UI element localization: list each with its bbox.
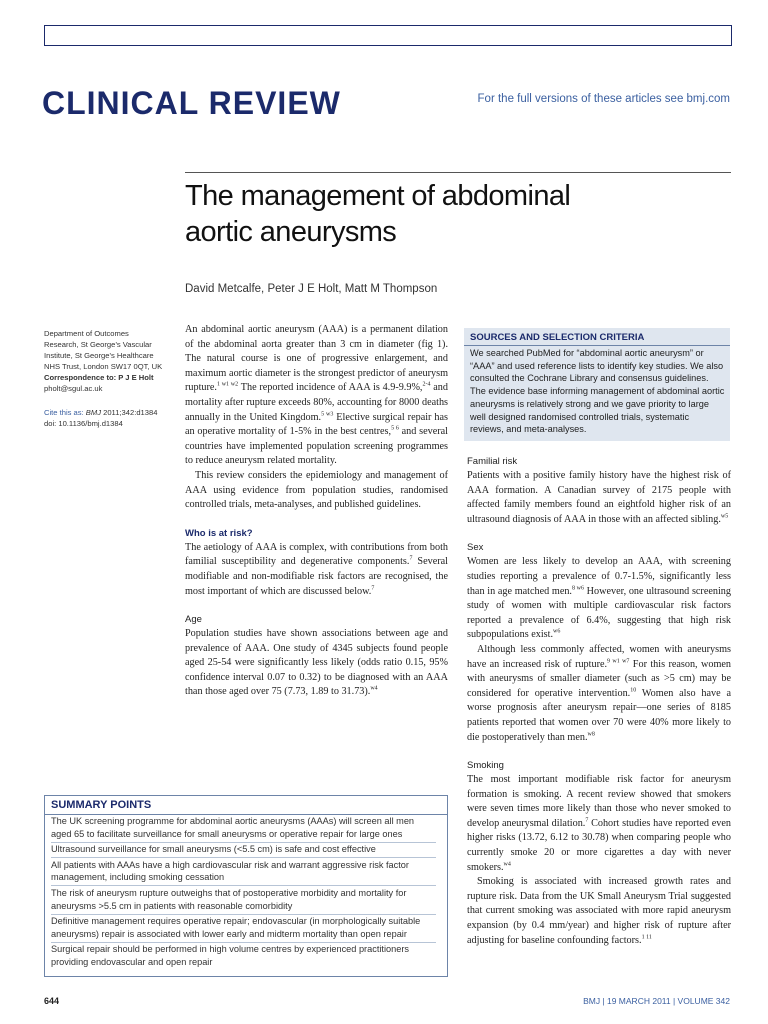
affiliation — [44, 328, 172, 394]
body-column-1 — [185, 323, 448, 700]
issue-info: BMJ | 19 MARCH 2011 | VOLUME 342 — [583, 996, 730, 1006]
cite-journal: BMJ — [85, 408, 101, 417]
criteria-divider — [464, 345, 730, 346]
heading-who-at-risk: Who is at risk? — [185, 527, 253, 539]
title-line-1: The management of abdominal — [185, 180, 571, 212]
sex-paragraph: Women are less likely to develop an AAA, with screening studies reporting a prevalence of 0.7-1.5%, significantly less than in age matched men.$^{8 w6}$ However, one ultrasound screening study of women with multiple cardiovascular risk factors reported a prevalence of 6.4%, suggesting that high risk subpopulations exist.$^{w6}$ — [467, 556, 731, 641]
summary-heading: SUMMARY POINTS — [51, 799, 152, 811]
cite-ref: 2011;342:d1384 — [103, 408, 158, 417]
sex-paragraph-2: Although less commonly affected, women with aneurysms have an increased risk of rupture.$^{9 w1 w7}$ For this reason, women with aneurysms of smaller diameter (such as >5 cm) may be considered for operative intervention.$^{10}$ Women also have a worse prognosis after aneurysm repair—one series of 8185 patients reported that women over 70 were 40% more likely to die postoperatively than men.$^{w8}$ — [467, 643, 731, 743]
intro-paragraph-2: This review considers the epidemiology and management of AAA using evidence from population studies, randomised controlled trials, meta-analyses, and published guidelines. — [185, 469, 448, 511]
article-title — [185, 178, 705, 250]
full-versions-link[interactable]: For the full versions of these articles see bmj.com — [477, 93, 730, 105]
body-column-2 — [467, 455, 731, 948]
summary-item: Surgical repair should be performed in high volume centres by experienced practitioners providing endovascular and open repair — [51, 944, 409, 967]
criteria-text: We searched PubMed for “abdominal aortic aneurysm” or “AAA” and used reference lists to identify key studies. We also consulted the Cochrane Library and consensus guidelines. The evidence base informing management of abdominal aortic aneurysms is relatively strong and we gave priority to large well designed randomised controlled trials, systematic reviews, and meta-analyses. — [470, 348, 725, 435]
summary-item: The UK screening programme for abdominal aortic aneurysms (AAAs) will screen all men aged 65 to facilitate surveillance for small aneurysms or operative repair for large ones — [51, 816, 415, 839]
heading-age: Age — [185, 614, 202, 626]
correspondence: Correspondence to: P J E Holt — [44, 373, 154, 382]
citation — [44, 407, 174, 429]
heading-smoking: Smoking — [467, 760, 504, 772]
affiliation-line: NHS Trust, London SW17 0QT, UK — [44, 362, 163, 371]
smoking-paragraph: The most important modifiable risk factor for aneurysm formation is smoking. A recent review showed that smokers were seven times more likely than those who never smoked to develop aneurysmal dilation.$^7$ Cohort studies have reported even higher risks (13.72, 6.12 to 30.78) when comparing people who currently smoke 20 or more cigarettes a day with never smokers.$^{w4}$ — [467, 774, 731, 873]
affiliation-line: Department of Outcomes — [44, 329, 129, 338]
summary-item: The risk of aneurysm rupture outweighs that of postoperative morbidity and mortality for aneurysms >5.5 cm in patients with reasonable comorbidity — [51, 887, 407, 911]
criteria-heading: SOURCES AND SELECTION CRITERIA — [470, 332, 645, 343]
affiliation-line: Institute, St George’s Healthcare — [44, 351, 154, 360]
authors: David Metcalfe, Peter J E Holt, Matt M Thompson — [185, 283, 438, 295]
summary-item: All patients with AAAs have a high cardiovascular risk and warrant aggressive risk factor management, including smoking cessation — [51, 859, 409, 883]
summary-item: Definitive management requires operative repair; endovascular (in morphologically suitable aneurysms) repair is associated with lower early and midterm mortality than open repair — [51, 916, 421, 939]
affiliation-line: Research, St George’s Vascular — [44, 340, 152, 349]
title-rule — [185, 172, 731, 173]
heading-sex: Sex — [467, 542, 484, 554]
who-paragraph: The aetiology of AAA is complex, with contributions from both familial susceptibility and degenerative components.$^7$ Several modifiable and non-modifiable risk factors are recognised, the most important of which are discussed below.$^7$ — [185, 541, 448, 597]
familial-paragraph: Patients with a positive family history have the highest risk of AAA formation. A Canadian survey of 2175 people with affected family members found an eightfold higher risk of an ultrasound diagnosis of AAA in those with an affected sibling.$^{w5}$ — [467, 470, 731, 525]
doi[interactable]: doi: 10.1136/bmj.d1384 — [44, 419, 123, 428]
sources-criteria-box — [464, 328, 730, 441]
summary-item: Ultrasound surveillance for small aneurysms (<5.5 cm) is safe and cost effective — [51, 844, 376, 855]
summary-points-box — [44, 795, 448, 977]
email-link[interactable]: pholt@sgul.ac.uk — [44, 384, 103, 393]
intro-paragraph: An abdominal aortic aneurysm (AAA) is a permanent dilation of the abdominal aorta greater than 3 cm in diameter (fig 1). The natural course is one of progressive enlargement, and maximum aortic diameter is the strongest predictor of aneurysm rupture.$^{1 w1 w2}$ The reported incidence of AAA is 4.9-9.9%,$^{2-4}$ and mortality after rupture exceeds 80%, accounting for 8000 deaths annually in the United Kingdom.$^{5 w3}$ Elective surgical repair has an operative mortality of 1-5% in the best centres,$^{5 6}$ and several countries have implemented population screening programmes to reduce aneurysm related mortality. — [185, 324, 449, 467]
summary-list — [51, 815, 436, 970]
age-paragraph: Population studies have shown associations between age and prevalence of AAA. One study of 4345 subjects found people aged 25-54 were significantly less likely (odds ratio 0.15, 95% confidence interval 0.07 to 0.32) to be diagnosed with an AAA than those aged over 75 (7.73, 1.89 to 31.73).$^{w4}$ — [185, 628, 448, 698]
header-frame — [44, 25, 732, 46]
page-number: 644 — [44, 996, 60, 1006]
smoking-paragraph-2: Smoking is associated with increased growth rates and rupture risk. Data from the UK Small Aneurysm Trial suggested that current smoking was associated with more rapid aneurysm expansion (by 0.4 mm/year) and higher risk of rupture after adjusting for baseline confounding factors.$^{1 11}$ — [467, 876, 731, 946]
heading-familial-risk: Familial risk — [467, 456, 518, 467]
title-line-2: aortic aneurysms — [185, 216, 397, 248]
cite-label: Cite this as: — [44, 408, 84, 417]
section-title: CLINICAL REVIEW — [42, 85, 341, 121]
